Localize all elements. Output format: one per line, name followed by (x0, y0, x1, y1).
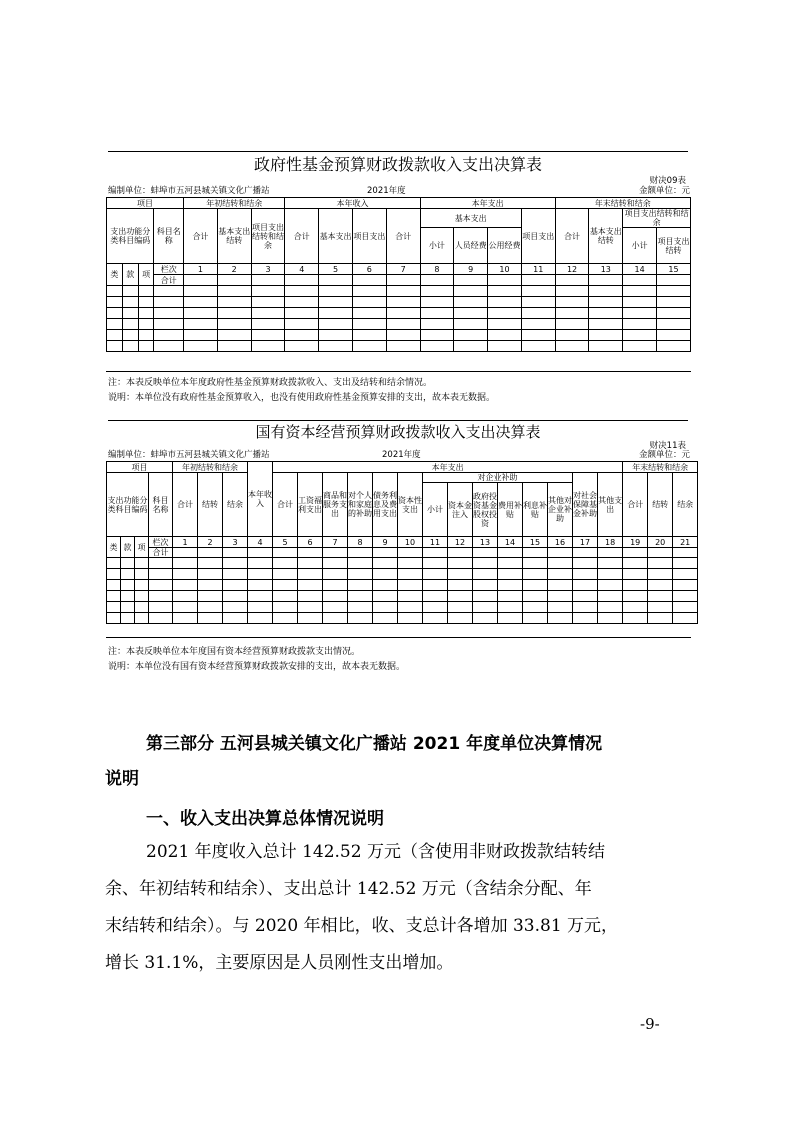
t2-h-wage: 工资福利支出 (298, 473, 323, 537)
t1-h-subtotal: 小计 (420, 228, 454, 264)
t1-h-proj-end: 项目支出结转和结余 (624, 209, 689, 227)
t2-h-kuan: 款 (121, 537, 135, 558)
t1-col-14: 14 (623, 264, 657, 275)
t1-h-basic-carry: 基本支出结转 (217, 209, 251, 264)
t2-h-lanci: 栏次 (149, 537, 173, 548)
t1-h-basic-support: 基本支出 (319, 209, 353, 264)
table-row (107, 569, 698, 580)
t1-h-expense: 本年支出 (420, 198, 555, 209)
table-row (107, 330, 691, 341)
t2-h-code: 支出功能分类科目编码 (107, 473, 149, 537)
table2-unit: 编制单位：蚌埠市五河县城关镇文化广播站 (108, 450, 270, 460)
t2-col-16: 16 (548, 537, 573, 548)
t1-h-name: 科目名称 (154, 209, 184, 264)
t2-col-4: 4 (248, 537, 273, 548)
t1-h-income: 本年收入 (285, 198, 420, 209)
t1-col-5: 5 (319, 264, 353, 275)
t1-col-3: 3 (251, 264, 285, 275)
t2-h-name: 科目名称 (149, 473, 173, 537)
t2-h-interest: 利息补贴 (523, 483, 548, 537)
t2-h-begin: 年初结转和结余 (173, 462, 248, 473)
t1-h-lanci: 栏次 (154, 264, 184, 275)
section-heading: 第三部分 五河县城关镇文化广播站 2021 年度单位决算情况 (146, 734, 603, 754)
table2-year: 2021年度 (382, 450, 421, 460)
t2-col-8: 8 (348, 537, 373, 548)
table-row (107, 602, 698, 613)
t2-h-debt: 债务利息及费用支出 (373, 473, 398, 537)
t1-h-xiang: 项 (138, 264, 154, 286)
t2-h-total-1: 合计 (173, 473, 198, 537)
table1-year: 2021年度 (367, 186, 406, 196)
paragraph-line-1: 2021 年度收入总计 142.52 万元（含使用非财政拨款结转结 (146, 842, 605, 862)
t2-col-14: 14 (498, 537, 523, 548)
t2-h-fund: 政府投资基金股权投资 (473, 483, 498, 537)
t2-col-15: 15 (523, 537, 548, 548)
paragraph-line-2: 余、年初结转和结余）、支出总计 142.52 万元（含结余分配、年 (105, 879, 592, 899)
t2-col-17: 17 (573, 537, 598, 548)
table2-bottom-rule (106, 637, 691, 638)
table-row (107, 297, 691, 308)
t2-h-other-exp: 其他支出 (598, 473, 623, 537)
t1-h-project-exp: 项目支出 (521, 209, 555, 264)
t2-h-fee: 费用补贴 (498, 483, 523, 537)
t1-h-code: 支出功能分类科目编码 (107, 209, 154, 264)
table1-explanation: 说明：本单位没有政府性基金预算收入，也没有使用政府性基金预算安排的支出，故本表无数据。 (108, 393, 496, 403)
t2-col-2: 2 (198, 537, 223, 548)
t2-col-3: 3 (223, 537, 248, 548)
table1-bottom-rule (106, 371, 691, 372)
table2-code: 财决11表 (649, 441, 686, 451)
t2-col-11: 11 (423, 537, 448, 548)
table-row (107, 613, 698, 624)
t2-h-carry-2: 结转 (648, 473, 673, 537)
t1-col-7: 7 (386, 264, 420, 275)
t1-col-4: 4 (285, 264, 319, 275)
t1-col-11: 11 (521, 264, 555, 275)
t1-col-9: 9 (454, 264, 488, 275)
t1-h-proj-carry: 项目支出结转和结余 (251, 209, 285, 264)
table-row (107, 308, 691, 319)
t2-col-9: 9 (373, 537, 398, 548)
page-number: -9- (640, 1015, 660, 1033)
t1-h-lei: 类 (107, 264, 123, 286)
t2-h-carry-1: 结转 (198, 473, 223, 537)
t1-col-15: 15 (656, 264, 690, 275)
table2-grid (106, 461, 698, 624)
t1-h-total-3: 合计 (386, 209, 420, 264)
t2-h-end: 年末结转和结余 (623, 462, 698, 473)
t2-col-18: 18 (598, 537, 623, 548)
t1-h-kuan: 款 (122, 264, 138, 286)
t2-col-12: 12 (448, 537, 473, 548)
t1-h-basic-carry-end: 基本支出结转 (589, 209, 623, 264)
t1-h-end: 年末结转和结余 (555, 198, 690, 209)
t2-col-10: 10 (398, 537, 423, 548)
t2-h-total-2: 合计 (273, 473, 298, 537)
table1-note: 注：本表反映单位本年度政府性基金预算财政拨款收入、支出及结转和结余情况。 (108, 378, 433, 388)
t1-col-10: 10 (488, 264, 522, 275)
table2-amount-unit: 金额单位：元 (638, 450, 690, 460)
t1-h-public: 公用经费 (488, 228, 522, 264)
table1-grid (106, 197, 691, 352)
t2-col-6: 6 (298, 537, 323, 548)
t2-h-household: 对个人和家庭的补助 (348, 473, 373, 537)
table1-amount-unit: 金额单位：元 (638, 186, 690, 196)
t2-col-13: 13 (473, 537, 498, 548)
table2-explanation: 说明：本单位没有国有资本经营预算财政拨款安排的支出，故本表无数据。 (108, 662, 406, 672)
paragraph-line-4: 增长 31.1%，主要原因是人员刚性支出增加。 (105, 953, 454, 973)
paragraph-line-3: 末结转和结余）。与 2020 年相比，收、支总计各增加 33.81 万元， (105, 916, 619, 936)
section-heading-cont: 说明 (105, 769, 139, 789)
t2-col-7: 7 (323, 537, 348, 548)
t2-col-19: 19 (623, 537, 648, 548)
t2-h-total-3: 合计 (623, 473, 648, 537)
table-row (107, 286, 691, 297)
t1-h-heji: 合计 (154, 275, 184, 286)
t1-h-project: 项目 (107, 198, 184, 209)
t2-h-xiang: 项 (135, 537, 149, 558)
sub-heading: 一、收入支出决算总体情况说明 (146, 809, 384, 829)
t2-h-heji: 合计 (149, 548, 173, 558)
t2-h-lei: 类 (107, 537, 121, 558)
t1-col-13: 13 (589, 264, 623, 275)
t2-h-other-sub: 其他对企业补助 (548, 483, 573, 537)
table1-unit: 编制单位：蚌埠市五河县城关镇文化广播站 (108, 186, 270, 196)
table2-title: 国有资本经营预算财政拨款收入支出决算表 (108, 420, 688, 443)
t2-col-1: 1 (173, 537, 198, 548)
t2-col-5: 5 (273, 537, 298, 548)
t2-h-social: 对社会保障基金补助 (573, 473, 598, 537)
t1-h-subtotal-end: 小计 (623, 228, 657, 264)
table1-title: 政府性基金预算财政拨款收入支出决算表 (108, 151, 688, 178)
t2-h-surplus-1: 结余 (223, 473, 248, 537)
t2-h-goods: 商品和服务支出 (323, 473, 348, 537)
table-row (107, 580, 698, 591)
t1-col-12: 12 (555, 264, 589, 275)
t1-h-total-4: 合计 (555, 209, 589, 264)
t2-col-20: 20 (648, 537, 673, 548)
table-row (107, 558, 698, 569)
table1-code: 财决09表 (649, 176, 686, 186)
t1-h-personnel: 人员经费 (454, 228, 488, 264)
t2-h-surplus-2: 结余 (673, 473, 698, 537)
t1-col-8: 8 (420, 264, 454, 275)
t2-h-injection: 资本金注入 (448, 483, 473, 537)
t1-h-total-2: 合计 (285, 209, 319, 264)
t2-h-capital: 资本性支出 (398, 473, 423, 537)
t1-col-6: 6 (352, 264, 386, 275)
table-row (107, 341, 691, 352)
t2-col-21: 21 (673, 537, 698, 548)
t2-h-subsidy: 对企业补助 (423, 473, 573, 483)
t2-h-income: 本年收入 (248, 462, 273, 537)
t2-h-subtotal: 小计 (423, 483, 448, 537)
table-row (107, 319, 691, 330)
t1-h-proj-carry2: 项目支出结转 (656, 228, 690, 264)
t2-h-expense: 本年支出 (273, 462, 623, 473)
table-row (107, 591, 698, 602)
t1-h-total-1: 合计 (184, 209, 218, 264)
t1-h-project-support: 项目支出 (352, 209, 386, 264)
t1-h-basic-exp: 基本支出 (420, 209, 521, 228)
t1-col-2: 2 (217, 264, 251, 275)
t2-h-project: 项目 (107, 462, 173, 473)
t1-h-begin: 年初结转和结余 (184, 198, 285, 209)
table2-note: 注：本表反映单位本年度国有资本经营预算财政拨款支出情况。 (108, 647, 361, 657)
t1-col-1: 1 (184, 264, 218, 275)
